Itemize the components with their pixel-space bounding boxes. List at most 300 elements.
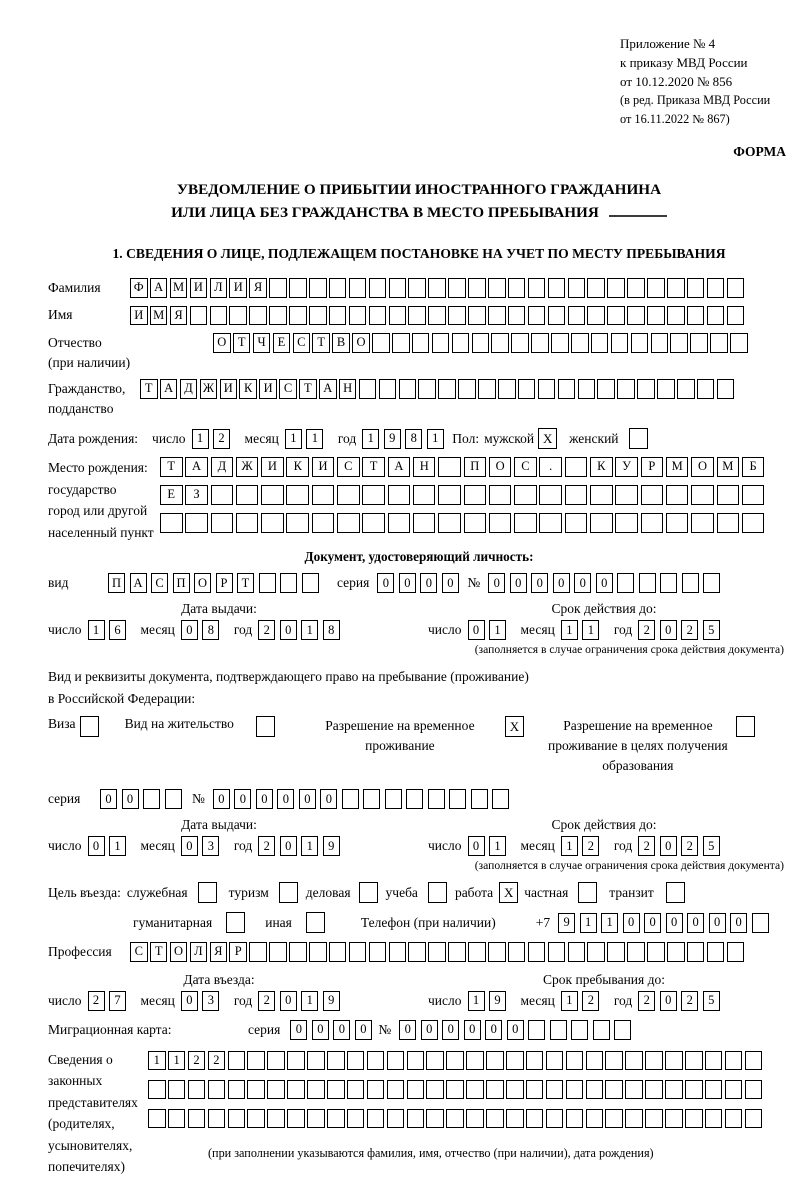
char-box[interactable]: 8 — [202, 620, 219, 640]
char-box[interactable] — [615, 485, 638, 505]
char-box[interactable] — [514, 485, 537, 505]
char-box[interactable] — [438, 457, 461, 477]
char-box[interactable] — [168, 1109, 186, 1129]
char-box[interactable]: 0 — [277, 789, 294, 809]
char-box[interactable] — [508, 942, 526, 962]
char-box[interactable] — [464, 485, 487, 505]
char-box[interactable] — [685, 1109, 703, 1129]
char-box[interactable] — [571, 333, 589, 353]
char-box[interactable] — [446, 1109, 464, 1129]
char-box[interactable]: И — [259, 379, 277, 399]
char-box[interactable] — [666, 485, 689, 505]
char-box[interactable]: 0 — [256, 789, 273, 809]
purpose-checkbox-work[interactable]: X — [499, 882, 518, 903]
char-box[interactable]: 2 — [213, 429, 230, 449]
char-box[interactable] — [526, 1109, 544, 1129]
char-box[interactable] — [228, 1051, 246, 1071]
purpose-checkbox-commercial[interactable] — [359, 882, 378, 903]
char-box[interactable]: 8 — [405, 429, 422, 449]
char-box[interactable]: Т — [160, 457, 183, 477]
char-box[interactable]: 1 — [427, 429, 444, 449]
char-box[interactable]: З — [185, 485, 208, 505]
char-box[interactable] — [337, 485, 360, 505]
char-box[interactable]: 1 — [168, 1051, 186, 1071]
char-box[interactable] — [428, 278, 446, 298]
char-box[interactable] — [586, 1080, 604, 1100]
char-box[interactable]: К — [239, 379, 257, 399]
char-box[interactable] — [682, 573, 699, 593]
char-box[interactable] — [488, 306, 506, 326]
char-box[interactable] — [287, 1051, 305, 1071]
char-box[interactable] — [665, 1051, 683, 1071]
char-box[interactable] — [448, 942, 466, 962]
char-box[interactable] — [645, 1109, 663, 1129]
char-box[interactable]: М — [150, 306, 168, 326]
char-box[interactable] — [372, 333, 390, 353]
char-box[interactable]: 0 — [660, 836, 677, 856]
char-box[interactable]: Ч — [253, 333, 271, 353]
char-box[interactable] — [565, 513, 588, 533]
char-box[interactable]: 2 — [258, 836, 275, 856]
char-box[interactable]: Т — [312, 333, 330, 353]
char-box[interactable]: 3 — [202, 836, 219, 856]
char-box[interactable] — [211, 485, 234, 505]
char-box[interactable] — [511, 333, 529, 353]
char-box[interactable]: Е — [160, 485, 183, 505]
char-box[interactable]: 0 — [468, 620, 485, 640]
char-box[interactable]: А — [150, 278, 168, 298]
char-box[interactable] — [289, 278, 307, 298]
char-box[interactable] — [566, 1080, 584, 1100]
char-box[interactable] — [286, 513, 309, 533]
char-box[interactable]: 1 — [580, 913, 597, 933]
char-box[interactable] — [418, 379, 436, 399]
char-box[interactable] — [639, 573, 656, 593]
char-box[interactable] — [247, 1051, 265, 1071]
char-box[interactable]: 8 — [323, 620, 340, 640]
purpose-checkbox-humanitarian[interactable] — [226, 912, 245, 933]
purpose-checkbox-other[interactable] — [306, 912, 325, 933]
char-box[interactable]: 1 — [148, 1051, 166, 1071]
char-box[interactable] — [591, 333, 609, 353]
char-box[interactable] — [327, 1080, 345, 1100]
char-box[interactable] — [349, 278, 367, 298]
char-box[interactable]: Т — [362, 457, 385, 477]
char-box[interactable] — [247, 1080, 265, 1100]
char-box[interactable] — [208, 1109, 226, 1129]
char-box[interactable] — [406, 789, 423, 809]
char-box[interactable] — [558, 379, 576, 399]
char-box[interactable] — [438, 485, 461, 505]
char-box[interactable] — [488, 278, 506, 298]
char-box[interactable] — [705, 1080, 723, 1100]
char-box[interactable] — [367, 1080, 385, 1100]
char-box[interactable]: 0 — [644, 913, 661, 933]
char-box[interactable] — [389, 306, 407, 326]
char-box[interactable] — [446, 1080, 464, 1100]
char-box[interactable]: 1 — [109, 836, 126, 856]
char-box[interactable]: 1 — [601, 913, 618, 933]
char-box[interactable]: 5 — [703, 991, 720, 1011]
char-box[interactable]: Р — [229, 942, 247, 962]
char-box[interactable] — [528, 942, 546, 962]
char-box[interactable] — [550, 1020, 567, 1040]
char-box[interactable] — [327, 1051, 345, 1071]
char-box[interactable]: 0 — [299, 789, 316, 809]
purpose-checkbox-private[interactable] — [578, 882, 597, 903]
char-box[interactable]: А — [388, 457, 411, 477]
char-box[interactable] — [347, 1051, 365, 1071]
char-box[interactable]: Р — [641, 457, 664, 477]
char-box[interactable] — [389, 942, 407, 962]
char-box[interactable]: Т — [150, 942, 168, 962]
char-box[interactable] — [587, 278, 605, 298]
char-box[interactable] — [388, 513, 411, 533]
char-box[interactable] — [568, 942, 586, 962]
char-box[interactable] — [388, 485, 411, 505]
char-box[interactable] — [605, 1080, 623, 1100]
char-box[interactable] — [725, 1080, 743, 1100]
char-box[interactable]: 0 — [553, 573, 570, 593]
char-box[interactable] — [486, 1109, 504, 1129]
char-box[interactable]: 0 — [507, 1020, 524, 1040]
char-box[interactable] — [625, 1109, 643, 1129]
char-box[interactable] — [267, 1109, 285, 1129]
char-box[interactable]: А — [130, 573, 147, 593]
char-box[interactable] — [426, 1109, 444, 1129]
char-box[interactable] — [188, 1109, 206, 1129]
char-box[interactable]: 3 — [202, 991, 219, 1011]
char-box[interactable]: И — [312, 457, 335, 477]
char-box[interactable] — [508, 306, 526, 326]
char-box[interactable] — [539, 513, 562, 533]
char-box[interactable] — [488, 942, 506, 962]
char-box[interactable] — [657, 379, 675, 399]
char-box[interactable] — [667, 278, 685, 298]
char-box[interactable] — [148, 1080, 166, 1100]
char-box[interactable]: И — [261, 457, 284, 477]
char-box[interactable]: П — [108, 573, 125, 593]
purpose-checkbox-tourism[interactable] — [279, 882, 298, 903]
char-box[interactable] — [565, 485, 588, 505]
char-box[interactable] — [392, 333, 410, 353]
char-box[interactable] — [665, 1109, 683, 1129]
char-box[interactable] — [492, 789, 509, 809]
char-box[interactable]: 0 — [660, 991, 677, 1011]
char-box[interactable]: М — [717, 457, 740, 477]
char-box[interactable] — [518, 379, 536, 399]
char-box[interactable] — [506, 1051, 524, 1071]
char-box[interactable]: Т — [140, 379, 158, 399]
char-box[interactable] — [637, 379, 655, 399]
char-box[interactable]: 1 — [561, 836, 578, 856]
char-box[interactable]: Я — [170, 306, 188, 326]
char-box[interactable] — [647, 278, 665, 298]
char-box[interactable] — [568, 278, 586, 298]
char-box[interactable] — [745, 1109, 763, 1129]
char-box[interactable]: 1 — [192, 429, 209, 449]
char-box[interactable] — [717, 513, 740, 533]
char-box[interactable]: С — [337, 457, 360, 477]
char-box[interactable]: 0 — [399, 573, 416, 593]
char-box[interactable]: 2 — [638, 620, 655, 640]
char-box[interactable] — [359, 379, 377, 399]
char-box[interactable] — [412, 333, 430, 353]
char-box[interactable]: 9 — [323, 991, 340, 1011]
char-box[interactable]: М — [170, 278, 188, 298]
char-box[interactable] — [551, 333, 569, 353]
char-box[interactable] — [408, 278, 426, 298]
char-box[interactable] — [717, 379, 735, 399]
char-box[interactable] — [428, 789, 445, 809]
char-box[interactable] — [647, 306, 665, 326]
char-box[interactable]: 0 — [280, 991, 297, 1011]
char-box[interactable]: 0 — [464, 1020, 481, 1040]
char-box[interactable]: Ф — [130, 278, 148, 298]
char-box[interactable] — [641, 513, 664, 533]
char-box[interactable]: К — [286, 457, 309, 477]
purpose-checkbox-transit[interactable] — [666, 882, 685, 903]
char-box[interactable]: Т — [237, 573, 254, 593]
char-box[interactable]: 0 — [355, 1020, 372, 1040]
char-box[interactable] — [586, 1051, 604, 1071]
char-box[interactable]: 1 — [561, 991, 578, 1011]
char-box[interactable] — [458, 379, 476, 399]
char-box[interactable]: 9 — [558, 913, 575, 933]
char-box[interactable]: 1 — [301, 991, 318, 1011]
char-box[interactable] — [347, 1109, 365, 1129]
char-box[interactable] — [228, 1109, 246, 1129]
char-box[interactable]: 0 — [290, 1020, 307, 1040]
char-box[interactable] — [665, 1080, 683, 1100]
char-box[interactable]: Д — [180, 379, 198, 399]
char-box[interactable] — [369, 306, 387, 326]
char-box[interactable] — [710, 333, 728, 353]
char-box[interactable] — [468, 942, 486, 962]
char-box[interactable]: Р — [216, 573, 233, 593]
char-box[interactable]: 0 — [122, 789, 139, 809]
char-box[interactable] — [627, 306, 645, 326]
char-box[interactable] — [342, 789, 359, 809]
char-box[interactable] — [528, 306, 546, 326]
char-box[interactable] — [428, 306, 446, 326]
char-box[interactable]: С — [293, 333, 311, 353]
char-box[interactable]: 1 — [88, 620, 105, 640]
char-box[interactable]: 1 — [582, 620, 599, 640]
char-box[interactable]: 2 — [258, 620, 275, 640]
char-box[interactable] — [687, 306, 705, 326]
char-box[interactable] — [666, 513, 689, 533]
char-box[interactable] — [660, 573, 677, 593]
char-box[interactable]: С — [151, 573, 168, 593]
char-box[interactable]: 1 — [561, 620, 578, 640]
char-box[interactable] — [587, 306, 605, 326]
char-box[interactable]: И — [190, 278, 208, 298]
char-box[interactable] — [568, 306, 586, 326]
char-box[interactable] — [538, 379, 556, 399]
char-box[interactable]: Ж — [236, 457, 259, 477]
char-box[interactable] — [625, 1080, 643, 1100]
visa-checkbox[interactable] — [80, 716, 99, 737]
char-box[interactable] — [548, 306, 566, 326]
char-box[interactable] — [261, 485, 284, 505]
char-box[interactable] — [478, 379, 496, 399]
char-box[interactable]: 1 — [285, 429, 302, 449]
char-box[interactable]: 0 — [88, 836, 105, 856]
char-box[interactable]: 7 — [109, 991, 126, 1011]
char-box[interactable] — [514, 513, 537, 533]
char-box[interactable] — [677, 379, 695, 399]
char-box[interactable] — [211, 513, 234, 533]
char-box[interactable]: 2 — [582, 836, 599, 856]
char-box[interactable] — [349, 942, 367, 962]
char-box[interactable] — [590, 513, 613, 533]
char-box[interactable] — [379, 379, 397, 399]
char-box[interactable]: Т — [299, 379, 317, 399]
char-box[interactable] — [586, 1109, 604, 1129]
char-box[interactable]: 2 — [208, 1051, 226, 1071]
char-box[interactable] — [526, 1080, 544, 1100]
char-box[interactable]: Е — [273, 333, 291, 353]
char-box[interactable] — [578, 379, 596, 399]
char-box[interactable] — [705, 1109, 723, 1129]
char-box[interactable] — [605, 1109, 623, 1129]
char-box[interactable]: Я — [249, 278, 267, 298]
char-box[interactable] — [607, 278, 625, 298]
temp-permit-checkbox[interactable]: X — [505, 716, 524, 737]
char-box[interactable] — [408, 942, 426, 962]
char-box[interactable]: 0 — [181, 620, 198, 640]
char-box[interactable] — [309, 942, 327, 962]
char-box[interactable] — [307, 1080, 325, 1100]
char-box[interactable]: 2 — [188, 1051, 206, 1071]
char-box[interactable]: 0 — [623, 913, 640, 933]
char-box[interactable] — [468, 306, 486, 326]
char-box[interactable] — [448, 306, 466, 326]
char-box[interactable] — [247, 1109, 265, 1129]
char-box[interactable] — [185, 513, 208, 533]
char-box[interactable]: Б — [742, 457, 765, 477]
char-box[interactable] — [667, 306, 685, 326]
char-box[interactable]: 1 — [301, 620, 318, 640]
char-box[interactable] — [614, 1020, 631, 1040]
char-box[interactable]: С — [279, 379, 297, 399]
char-box[interactable] — [491, 333, 509, 353]
char-box[interactable]: 0 — [574, 573, 591, 593]
char-box[interactable] — [651, 333, 669, 353]
char-box[interactable]: А — [160, 379, 178, 399]
char-box[interactable]: И — [220, 379, 238, 399]
char-box[interactable]: О — [352, 333, 370, 353]
char-box[interactable]: И — [229, 278, 247, 298]
char-box[interactable]: 0 — [181, 836, 198, 856]
char-box[interactable] — [486, 1051, 504, 1071]
char-box[interactable] — [446, 1051, 464, 1071]
char-box[interactable]: 6 — [109, 620, 126, 640]
char-box[interactable] — [597, 379, 615, 399]
char-box[interactable]: 0 — [280, 836, 297, 856]
char-box[interactable] — [286, 485, 309, 505]
char-box[interactable]: О — [194, 573, 211, 593]
char-box[interactable] — [607, 306, 625, 326]
char-box[interactable] — [168, 1080, 186, 1100]
purpose-checkbox-study[interactable] — [428, 882, 447, 903]
char-box[interactable]: 1 — [489, 836, 506, 856]
char-box[interactable]: 0 — [213, 789, 230, 809]
char-box[interactable] — [369, 942, 387, 962]
char-box[interactable] — [697, 379, 715, 399]
char-box[interactable] — [548, 942, 566, 962]
char-box[interactable]: П — [173, 573, 190, 593]
char-box[interactable]: Н — [339, 379, 357, 399]
char-box[interactable] — [508, 278, 526, 298]
char-box[interactable] — [228, 1080, 246, 1100]
char-box[interactable] — [645, 1080, 663, 1100]
char-box[interactable] — [546, 1080, 564, 1100]
char-box[interactable] — [691, 513, 714, 533]
char-box[interactable] — [506, 1080, 524, 1100]
char-box[interactable]: 0 — [420, 573, 437, 593]
char-box[interactable]: 0 — [510, 573, 527, 593]
char-box[interactable] — [432, 333, 450, 353]
char-box[interactable]: 0 — [100, 789, 117, 809]
char-box[interactable] — [539, 485, 562, 505]
char-box[interactable] — [466, 1051, 484, 1071]
char-box[interactable] — [607, 942, 625, 962]
char-box[interactable]: 0 — [234, 789, 251, 809]
char-box[interactable]: 2 — [638, 991, 655, 1011]
char-box[interactable]: Л — [210, 278, 228, 298]
char-box[interactable] — [389, 278, 407, 298]
char-box[interactable] — [369, 278, 387, 298]
char-box[interactable] — [489, 485, 512, 505]
char-box[interactable]: 5 — [703, 620, 720, 640]
char-box[interactable] — [267, 1051, 285, 1071]
female-checkbox[interactable] — [629, 428, 648, 449]
char-box[interactable]: А — [319, 379, 337, 399]
char-box[interactable]: 9 — [323, 836, 340, 856]
char-box[interactable] — [727, 306, 745, 326]
char-box[interactable]: 2 — [88, 991, 105, 1011]
char-box[interactable]: 2 — [582, 991, 599, 1011]
char-box[interactable] — [347, 1080, 365, 1100]
char-box[interactable] — [717, 485, 740, 505]
char-box[interactable] — [307, 1109, 325, 1129]
char-box[interactable] — [407, 1080, 425, 1100]
char-box[interactable] — [160, 513, 183, 533]
char-box[interactable] — [309, 306, 327, 326]
char-box[interactable]: 0 — [531, 573, 548, 593]
char-box[interactable]: 2 — [638, 836, 655, 856]
char-box[interactable]: С — [130, 942, 148, 962]
char-box[interactable] — [685, 1080, 703, 1100]
char-box[interactable] — [307, 1051, 325, 1071]
char-box[interactable] — [329, 306, 347, 326]
char-box[interactable]: Н — [413, 457, 436, 477]
char-box[interactable] — [337, 513, 360, 533]
char-box[interactable] — [687, 278, 705, 298]
char-box[interactable] — [329, 278, 347, 298]
char-box[interactable]: 5 — [703, 836, 720, 856]
char-box[interactable] — [705, 1051, 723, 1071]
char-box[interactable]: 1 — [489, 620, 506, 640]
char-box[interactable]: 0 — [666, 913, 683, 933]
char-box[interactable]: 0 — [468, 836, 485, 856]
char-box[interactable] — [627, 278, 645, 298]
char-box[interactable]: И — [130, 306, 148, 326]
char-box[interactable] — [309, 278, 327, 298]
char-box[interactable] — [236, 513, 259, 533]
